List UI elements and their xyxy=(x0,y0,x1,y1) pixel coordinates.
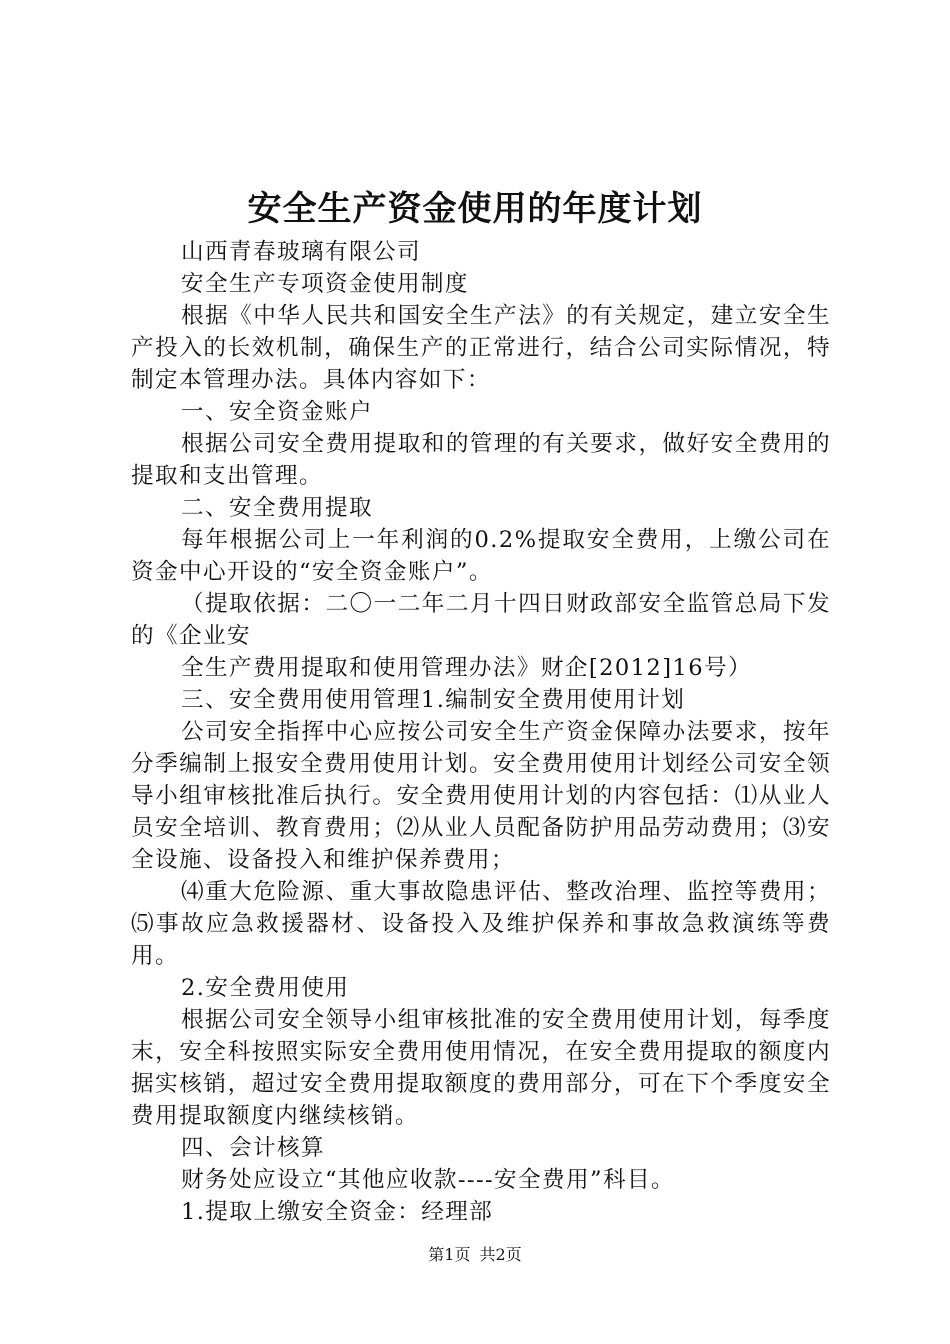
page-footer xyxy=(0,1244,950,1266)
section-heading-3: 三、安全费用使用管理1.编制安全费用使用计划 xyxy=(181,687,686,713)
section-4-item-1: 1.提取上缴安全资金：经理部 xyxy=(181,1199,494,1225)
section-1-paragraph: 根据公司安全费用提取和的管理的有关要求，做好安全费用的提取和支出管理。 xyxy=(131,431,831,489)
company-name: 山西青春玻璃有限公司 xyxy=(181,239,421,265)
regulation-title: 安全生产专项资金使用制度 xyxy=(181,271,469,297)
section-2-paragraph: 每年根据公司上一年利润的0.2%提取安全费用，上缴公司在资金中心开设的“安全资金账户”。 xyxy=(131,527,831,585)
section-3-items: ⑷重大危险源、重大事故隐患评估、整改治理、监控等费用；⑸事故应急救援器材、设备投入及维护保养和事故急救演练等费用。 xyxy=(131,879,831,969)
section-heading-4: 四、会计核算 xyxy=(181,1135,325,1161)
document-body xyxy=(131,236,831,1228)
section-heading-2: 二、安全费用提取 xyxy=(181,495,373,521)
subsection-heading-2: 2.安全费用使用 xyxy=(181,975,350,1001)
page-number: 第1页 xyxy=(428,1245,471,1264)
section-4-paragraph: 财务处应设立“其他应收款----安全费用”科目。 xyxy=(181,1167,675,1193)
basis-continuation: 全生产费用提取和使用管理办法》财企[2012]16号） xyxy=(181,655,752,681)
intro-paragraph: 根据《中华人民共和国安全生产法》的有关规定，建立安全生产投入的长效机制，确保生产的正常进行，结合公司实际情况，特制定本管理办法。具体内容如下： xyxy=(131,303,831,393)
basis-paragraph: （提取依据：二〇一二年二月十四日财政部安全监管总局下发的《企业安 xyxy=(131,591,831,649)
section-3-paragraph: 公司安全指挥中心应按公司安全生产资金保障办法要求，按年分季编制上报安全费用使用计划。安全费用使用计划经公司安全领导小组审核批准后执行。安全费用使用计划的内容包括：⑴从业人员安全培训、教育费用；⑵从业人员配备防护用品劳动费用；⑶安全设施、设备投入和维护保养费用； xyxy=(131,719,831,873)
subsection-2-paragraph: 根据公司安全领导小组审核批准的安全费用使用计划，每季度末，安全科按照实际安全费用使用情况，在安全费用提取的额度内据实核销，超过安全费用提取额度的费用部分，可在下个季度安全费用提取额度内继续核销。 xyxy=(131,1007,831,1129)
document-title: 安全生产资金使用的年度计划 xyxy=(247,189,703,229)
section-heading-1: 一、安全资金账户 xyxy=(181,399,373,425)
page-total: 共2页 xyxy=(479,1245,522,1264)
